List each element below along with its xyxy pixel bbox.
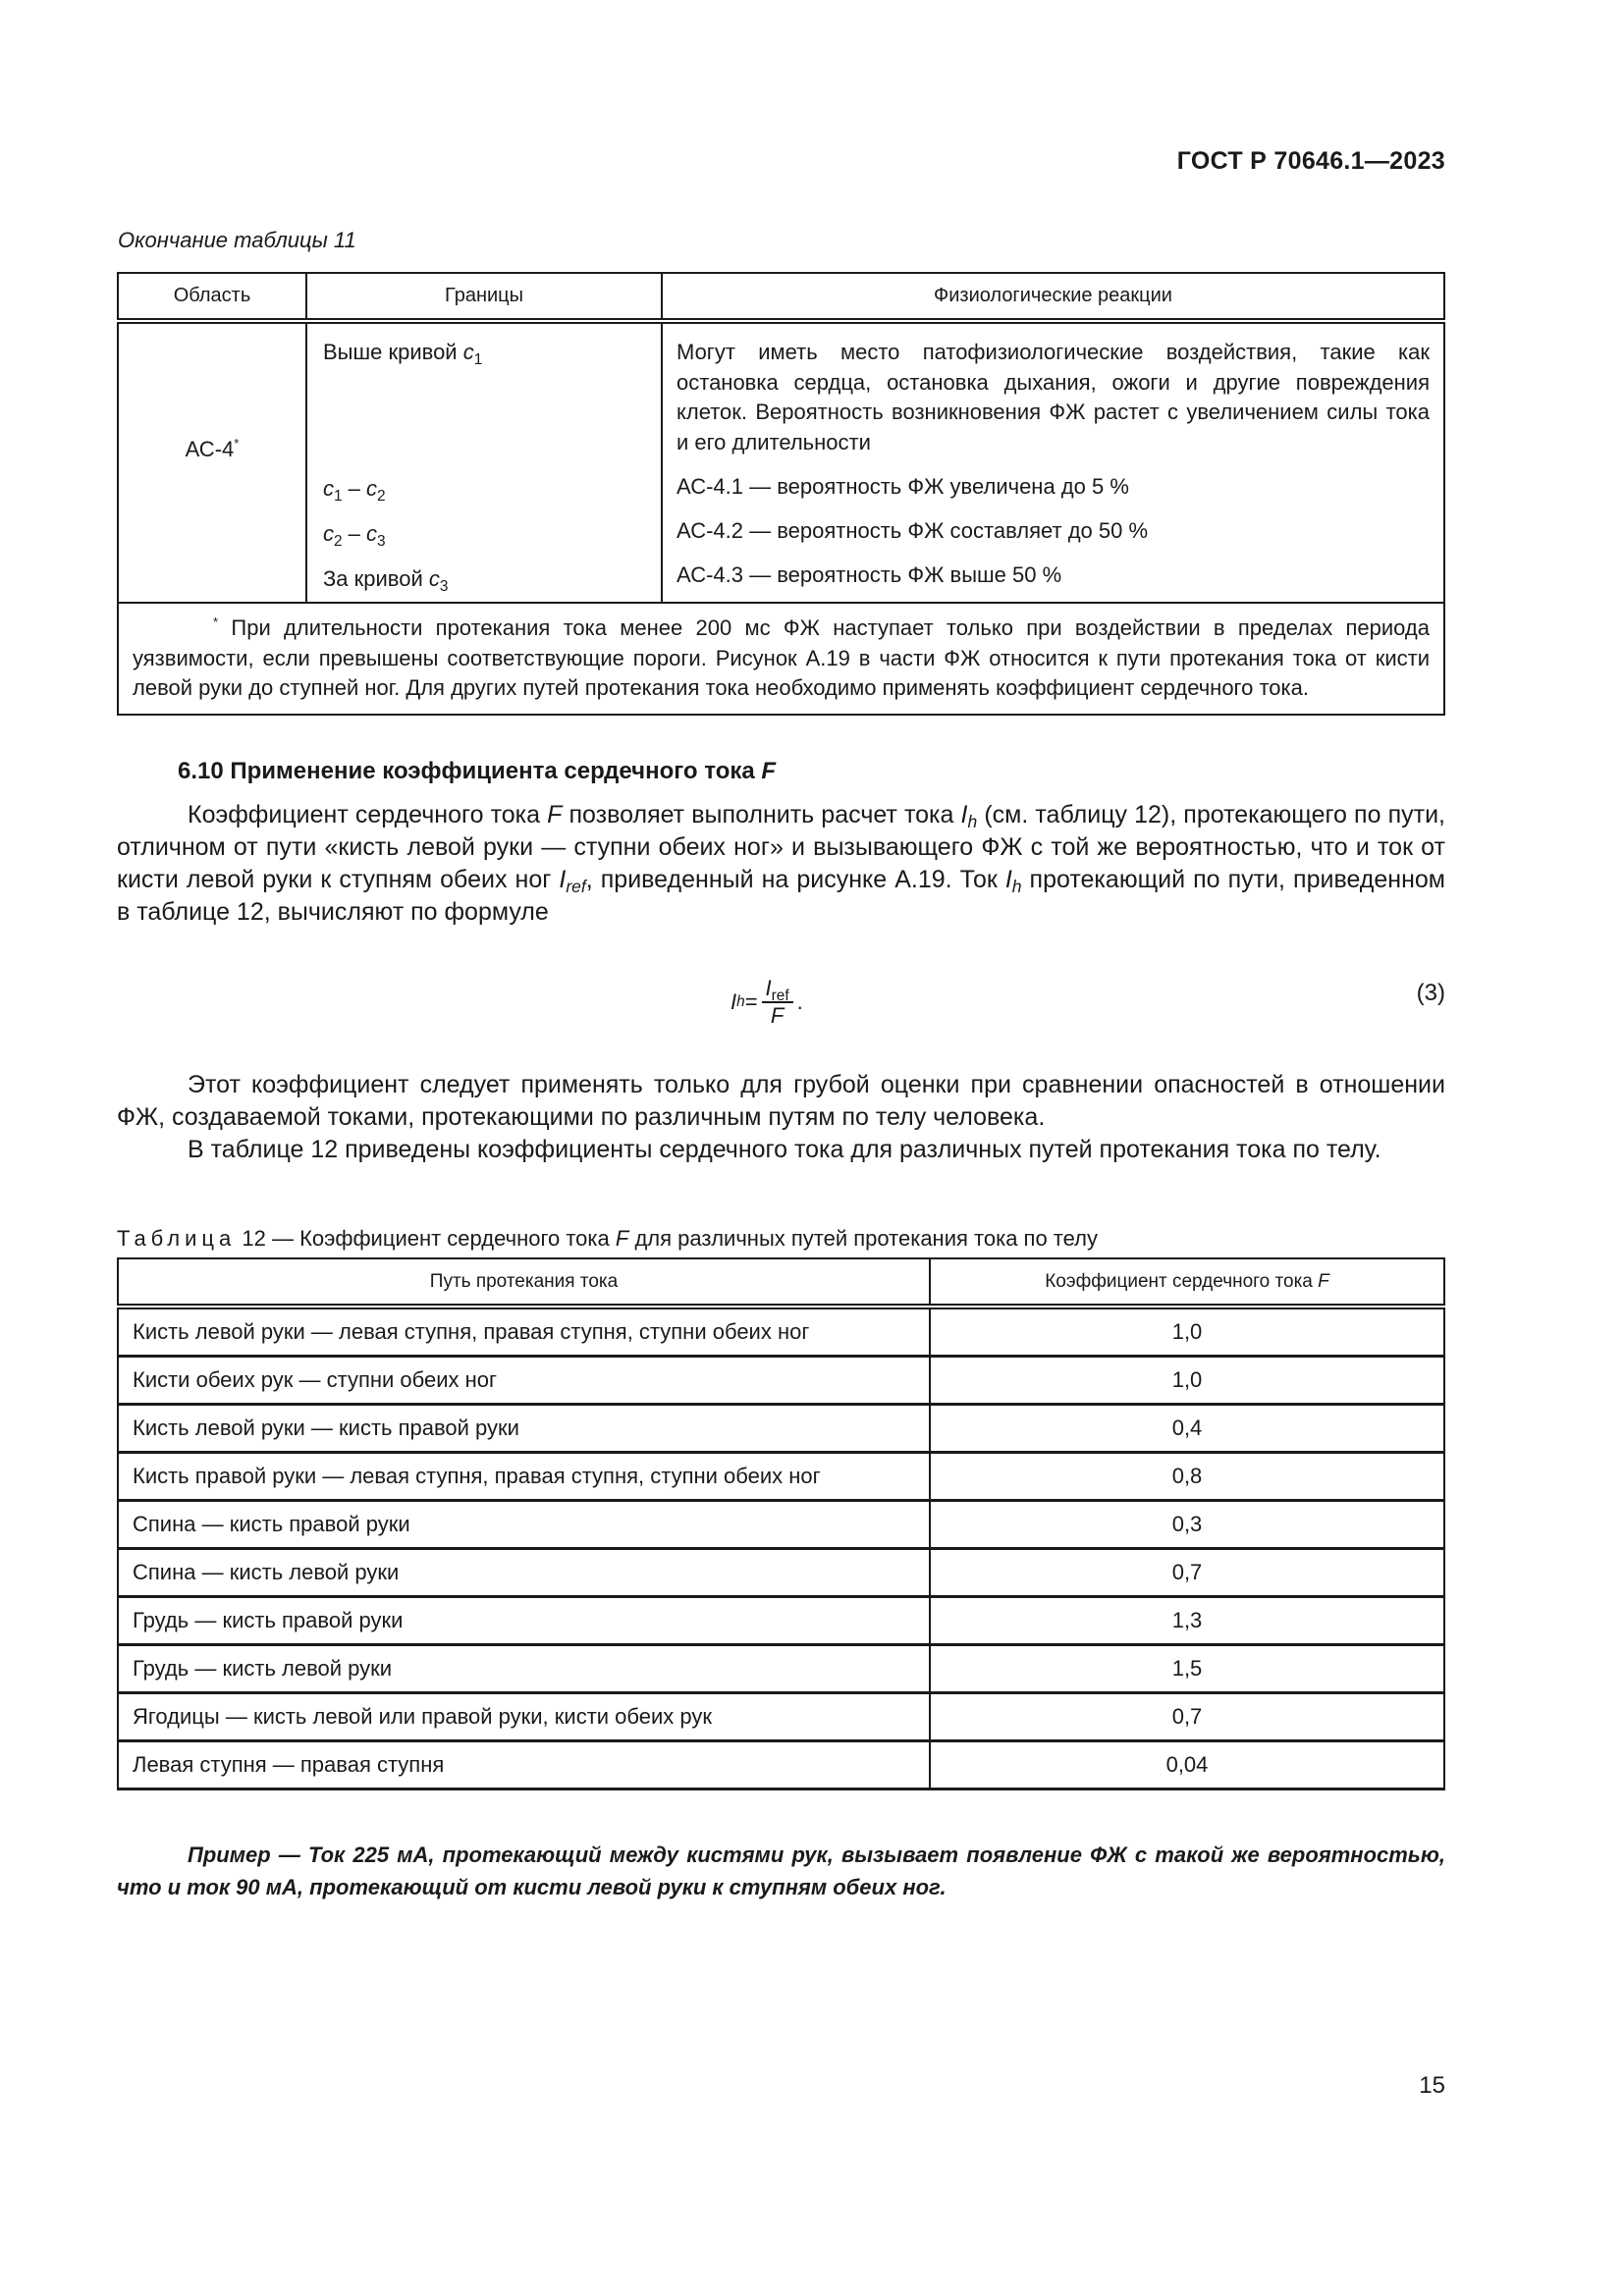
column-header-bounds: Границы [306,273,662,321]
path-cell: Грудь — кисть правой руки [118,1597,930,1645]
document-code: ГОСТ Р 70646.1—2023 [1176,147,1445,175]
table-12-header-row [118,1258,1444,1307]
table-row [118,1597,1444,1645]
reaction-ac-4-2: АС-4.2 — вероятность ФЖ составляет до 50 % [677,518,1149,543]
paragraph-heart-current-factor: Коэффициент сердечного тока F позволяет выполнить расчет тока $I_h$ (см. таблицу 12), протекающего по пути, отличном от пути «кисть левой руки — ступни обеих ног» и вызывающего ФЖ с той же вероятностью, что и ток от кисти левой руки к ступням обеих ног $I_{ref}$, приведенный на рисунке А.19. Ток $I_h$ протекающий по пути, приведенном в таблице 12, вычисляют по формуле [117,801,1445,926]
path-cell: Спина — кисть левой руки [118,1549,930,1597]
formula-number: (3) [1416,980,1445,1006]
table-row [118,1307,1444,1357]
table-12-caption: Таблица 12 — Коэффициент сердечного тока F для различных путей протекания тока по телу [117,1226,1098,1251]
section-title: 6.10 Применение коэффициента сердечного тока F [178,758,777,784]
formula-3: I h = $\frac{I_{ref}}{F}$ . [731,976,803,1028]
bound-beyond-c3: За кривой $c_3$ [323,566,449,595]
column-header-path: Путь протекания тока [118,1258,930,1307]
table-11-continuation-caption: Окончание таблицы 11 [118,228,356,252]
path-cell: Кисть правой руки — левая ступня, правая ступня, ступни обеих ног [118,1453,930,1501]
coefficient-cell: 1,0 [930,1307,1444,1357]
bounds-cell [306,321,662,603]
table-row [118,1501,1444,1549]
table-row [118,1741,1444,1789]
column-header-area: Область [118,273,306,321]
table-row [118,1693,1444,1741]
table-row [118,1453,1444,1501]
path-cell: Левая ступня — правая ступня [118,1741,930,1789]
column-header-reactions: Физиологические реакции [662,273,1444,321]
table-11-footnote-row [118,603,1444,715]
footnote-mark: * [234,436,240,451]
reaction-ac-4-3: АС-4.3 — вероятность ФЖ выше 50 % [677,562,1062,587]
reaction-main-text: Могут иметь место патофизиологические воздействия, такие как остановка сердца, остановка дыхания, ожоги и другие повреждения клеток. Вероятность возникновения ФЖ растет с увеличением силы тока и его длительности [677,340,1430,454]
table-row [118,1549,1444,1597]
table-row [118,1357,1444,1405]
table-11 [117,272,1445,716]
coefficient-cell: 1,0 [930,1357,1444,1405]
paragraph-rough-estimate: Этот коэффициент следует применять только для грубой оценки при сравнении опасностей в отношении ФЖ, создаваемой токами, протекающими по различным путям по телу человека. [117,1071,1445,1131]
bound-c2-c3: $c_2 - c_3$ [323,521,386,550]
paragraph-table-12-intro: В таблице 12 приведены коэффициенты сердечного тока для различных путей протекания тока по телу. [188,1136,1381,1163]
reactions-cell [662,321,1444,603]
table-12 [117,1257,1445,1790]
table-11-footnote: * При длительности протекания тока менее 200 мс ФЖ наступает только при воздействии в пределах периода уязвимости, если превышены соответствующие пороги. Рисунок А.19 в части ФЖ относится к пути протекания тока от кисти левой руки до ступней ног. Для других путей протекания тока необходимо применять коэффициент сердечного тока. [118,603,1444,715]
path-cell: Спина — кисть правой руки [118,1501,930,1549]
coefficient-cell: 0,8 [930,1453,1444,1501]
table-row [118,1645,1444,1693]
page-number: 15 [1419,2072,1445,2099]
coefficient-cell: 1,5 [930,1645,1444,1693]
coefficient-cell: 0,04 [930,1741,1444,1789]
path-cell: Кисти обеих рук — ступни обеих ног [118,1357,930,1405]
fraction: $\frac{I_{ref}}{F}$ [762,976,793,1029]
bound-above-c1: Выше кривой $c_1$ [323,340,483,368]
path-cell: Грудь — кисть левой руки [118,1645,930,1693]
coefficient-cell: 0,7 [930,1549,1444,1597]
example-note: Пример — Ток 225 мА, протекающий между кистями рук, вызывает появление ФЖ с такой же вероятностью, что и ток 90 мА, протекающий от кисти левой руки к ступням обеих ног. [117,1842,1445,1899]
coefficient-cell: 0,3 [930,1501,1444,1549]
area-cell [118,321,306,603]
column-header-coefficient: Коэффициент сердечного тока F [930,1258,1444,1307]
table-11-header-row [118,273,1444,321]
coefficient-cell: 1,3 [930,1597,1444,1645]
coefficient-cell: 0,7 [930,1693,1444,1741]
table-row [118,1405,1444,1453]
path-cell: Кисть левой руки — кисть правой руки [118,1405,930,1453]
table-11-row-ac4 [118,321,1444,603]
area-label: АС-4 [185,437,235,461]
path-cell: Кисть левой руки — левая ступня, правая ступня, ступни обеих ног [118,1307,930,1357]
path-cell: Ягодицы — кисть левой или правой руки, кисти обеих рук [118,1693,930,1741]
coefficient-cell: 0,4 [930,1405,1444,1453]
bound-c1-c2: $c_1 - c_2$ [323,476,386,505]
reaction-ac-4-1: АС-4.1 — вероятность ФЖ увеличена до 5 % [677,474,1129,499]
